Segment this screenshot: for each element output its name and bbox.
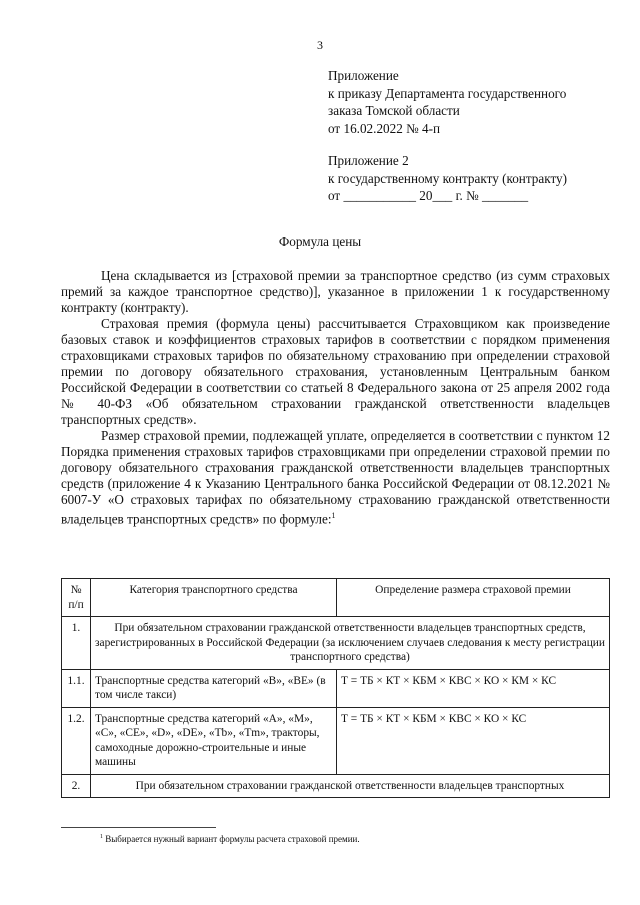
row-formula: Т = ТБ × КТ × КБМ × КВС × КО × КМ × КС <box>337 669 610 707</box>
appendix2-line: Приложение 2 <box>328 153 409 168</box>
paragraph-size-text: Размер страховой премии, подлежащей уплате, определяется в соответствии с пунктом 12 Порядка применения страховых тарифов страховщиками при определении страховой премии по договору обязательного страхования гражданской ответственности владельцев транспортных средств (приложение 4 к Указанию Центрального банка Российской Федерации от 08.12.2021 № 6007-У «О страховых тарифах по обязательному страхованию гражданской ответственности владельцев транспортных средств» по формуле: <box>61 428 610 527</box>
document-title: Формула цены <box>278 234 362 249</box>
appendix-header <box>328 67 566 137</box>
appendix2-line: от ___________ 20___ г. № _______ <box>328 188 529 203</box>
appendix-line: Приложение <box>328 68 399 83</box>
footnote-number: 1 <box>100 834 103 840</box>
row-num: 1.2. <box>62 707 91 774</box>
row-section-text: При обязательном страховании гражданской ответственности владельцев транспортных <box>91 774 610 798</box>
paragraph-premium: Страховая премия (формула цены) рассчитывается Страховщиком как произведение базовых ставок и коэффициентов страховых тарифов в соответствии с порядком применения страховщиками страховых тарифов по обязательному страхованию при определении страховой премии по договору обязательного страхования, установленным Центральным банком Российской Федерации в соответствии со статьей 8 Федерального закона от 25 апреля 2002 года № 40-ФЗ «Об обязательном страховании гражданской ответственности владельцев транспортных средств». <box>61 316 610 427</box>
appendix-line: заказа Томской области <box>328 103 460 118</box>
header-category: Категория транспортного средства <box>91 579 337 617</box>
table-header-row <box>62 579 610 617</box>
paragraph-price: Цена складывается из [страховой премии за транспортное средство (из сумм страховых премий за каждое транспортное средство)], указанное в приложении 1 к государственному контракту (контракту). <box>61 268 610 315</box>
table-row <box>62 774 610 798</box>
table-row <box>62 707 610 774</box>
header-formula: Определение размера страховой премии <box>337 579 610 617</box>
appendix2-header <box>328 152 567 205</box>
footnote-text: Выбирается нужный вариант формулы расчета страховой премии. <box>105 834 360 844</box>
table-row <box>62 669 610 707</box>
appendix-line: к приказу Департамента государственного <box>328 85 567 101</box>
appendix2-line: к государственному контракту (контракту) <box>328 170 568 186</box>
row-category: Транспортные средства категорий «В», «ВЕ» (в том числе такси) <box>91 669 337 707</box>
row-formula: Т = ТБ × КТ × КБМ × КВС × КО × КС <box>337 707 610 774</box>
row-num: 2. <box>62 774 91 798</box>
page-number: 3 <box>317 38 323 52</box>
premium-table <box>61 578 610 798</box>
header-num: № п/п <box>62 579 91 617</box>
paragraph-size <box>61 428 610 527</box>
row-category: Транспортные средства категорий «А», «М», «С», «СЕ», «D», «DE», «Тb», «Тm», тракторы, самоходные дорожно-строительные и иные машины <box>91 707 337 774</box>
row-section-text: При обязательном страховании гражданской ответственности владельцев транспортных средств, зарегистрированных в Российской Федерации (за исключением случаев следования к месту регистрации транспортного средства) <box>91 617 610 670</box>
footnote <box>100 834 360 844</box>
footnote-divider <box>61 827 216 828</box>
table-row <box>62 617 610 670</box>
body-text <box>61 268 610 527</box>
appendix-line: от 16.02.2022 № 4-п <box>328 120 441 136</box>
footnote-mark: 1 <box>331 511 336 520</box>
row-num: 1. <box>62 617 91 670</box>
row-num: 1.1. <box>62 669 91 707</box>
